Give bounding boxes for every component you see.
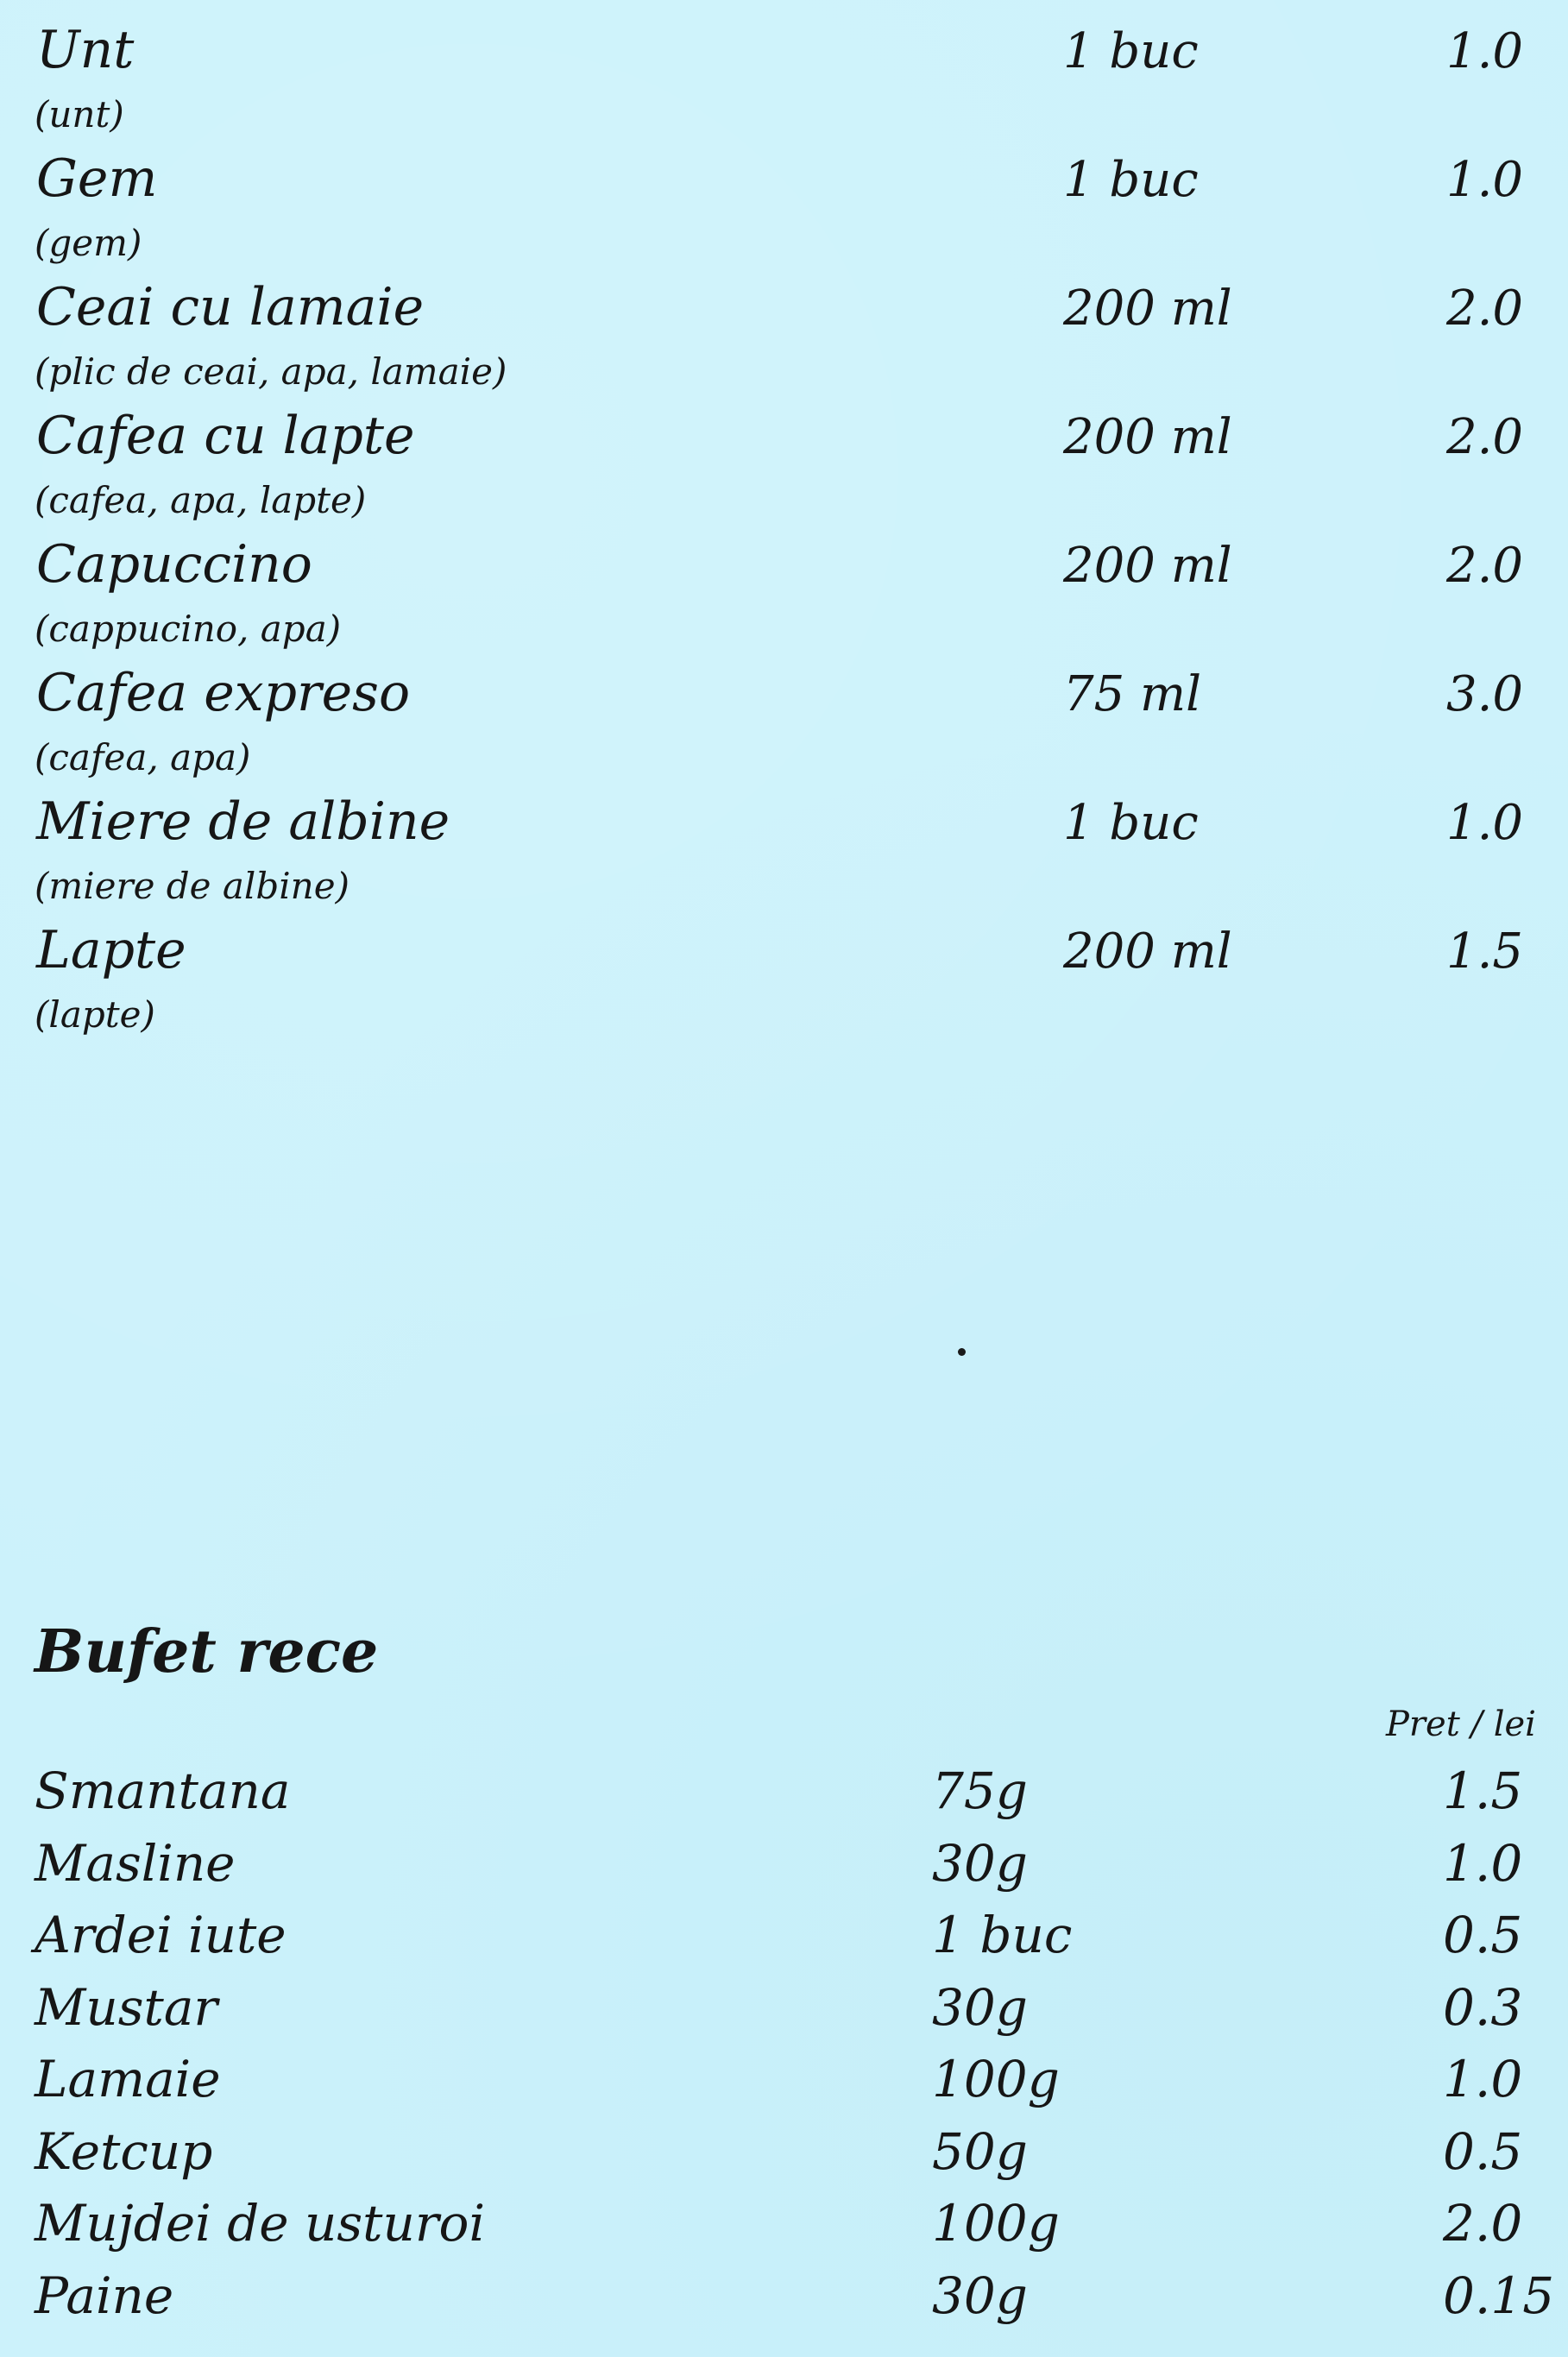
item-quantity: 200 ml	[1063, 538, 1232, 594]
item-price: 2.0	[1443, 2194, 1523, 2253]
item-name: Masline	[35, 1834, 236, 1893]
price-column-header: Pret / lei	[1386, 1705, 1536, 1744]
item-quantity: 30g	[932, 2266, 1028, 2325]
item-ingredients: (cafea, apa)	[35, 736, 251, 778]
item-quantity: 100g	[932, 2194, 1060, 2253]
item-name: Capuccino	[36, 534, 312, 595]
item-quantity: 200 ml	[1063, 280, 1232, 337]
item-quantity: 100g	[932, 2050, 1060, 2108]
item-name: Mustar	[35, 1978, 218, 2037]
item-price: 2.0	[1446, 409, 1524, 465]
item-ingredients: (unt)	[35, 93, 124, 135]
item-ingredients: (cafea, apa, lapte)	[35, 479, 367, 521]
item-ingredients: (gem)	[35, 222, 142, 264]
item-quantity: 75g	[932, 1761, 1028, 1820]
item-price: 1.0	[1443, 1834, 1523, 1893]
item-price: 0.5	[1443, 1906, 1523, 1964]
item-name: Gem	[36, 148, 158, 209]
item-price: 1.5	[1443, 1761, 1523, 1820]
item-name: Mujdei de usturoi	[35, 2194, 486, 2253]
item-name: Ardei iute	[35, 1906, 287, 1964]
item-quantity: 30g	[932, 1834, 1028, 1893]
item-quantity: 1 buc	[932, 1906, 1073, 1964]
item-name: Paine	[35, 2266, 174, 2325]
item-price: 0.5	[1443, 2122, 1523, 2181]
item-name: Unt	[36, 20, 135, 80]
item-quantity: 200 ml	[1063, 923, 1232, 980]
item-price: 1.0	[1446, 23, 1524, 79]
item-price: 1.0	[1443, 2050, 1523, 2108]
item-name: Miere de albine	[36, 791, 450, 852]
stray-dot	[958, 1348, 966, 1356]
item-ingredients: (cappucino, apa)	[35, 608, 342, 650]
item-quantity: 30g	[932, 1978, 1028, 2037]
item-quantity: 1 buc	[1063, 23, 1199, 79]
item-price: 0.3	[1443, 1978, 1523, 2037]
item-price: 2.0	[1446, 538, 1524, 594]
item-price: 0.15	[1443, 2266, 1555, 2325]
item-price: 3.0	[1446, 666, 1524, 722]
item-quantity: 1 buc	[1063, 152, 1199, 208]
item-name: Lapte	[36, 920, 186, 980]
section-title: Bufet rece	[35, 1617, 379, 1686]
item-quantity: 75 ml	[1063, 666, 1202, 722]
item-name: Ketcup	[35, 2122, 213, 2181]
item-name: Cafea expreso	[36, 663, 411, 723]
item-quantity: 1 buc	[1063, 795, 1199, 851]
item-ingredients: (lapte)	[35, 993, 155, 1036]
item-name: Ceai cu lamaie	[36, 277, 425, 337]
item-ingredients: (plic de ceai, apa, lamaie)	[35, 350, 507, 393]
item-quantity: 200 ml	[1063, 409, 1232, 465]
item-quantity: 50g	[932, 2122, 1028, 2181]
item-ingredients: (miere de albine)	[35, 865, 349, 907]
item-name: Lamaie	[35, 2050, 221, 2108]
item-price: 1.0	[1446, 795, 1524, 851]
item-price: 2.0	[1446, 280, 1524, 337]
item-name: Cafea cu lapte	[36, 406, 415, 466]
item-name: Smantana	[35, 1761, 291, 1820]
item-price: 1.0	[1446, 152, 1524, 208]
item-price: 1.5	[1446, 923, 1524, 980]
